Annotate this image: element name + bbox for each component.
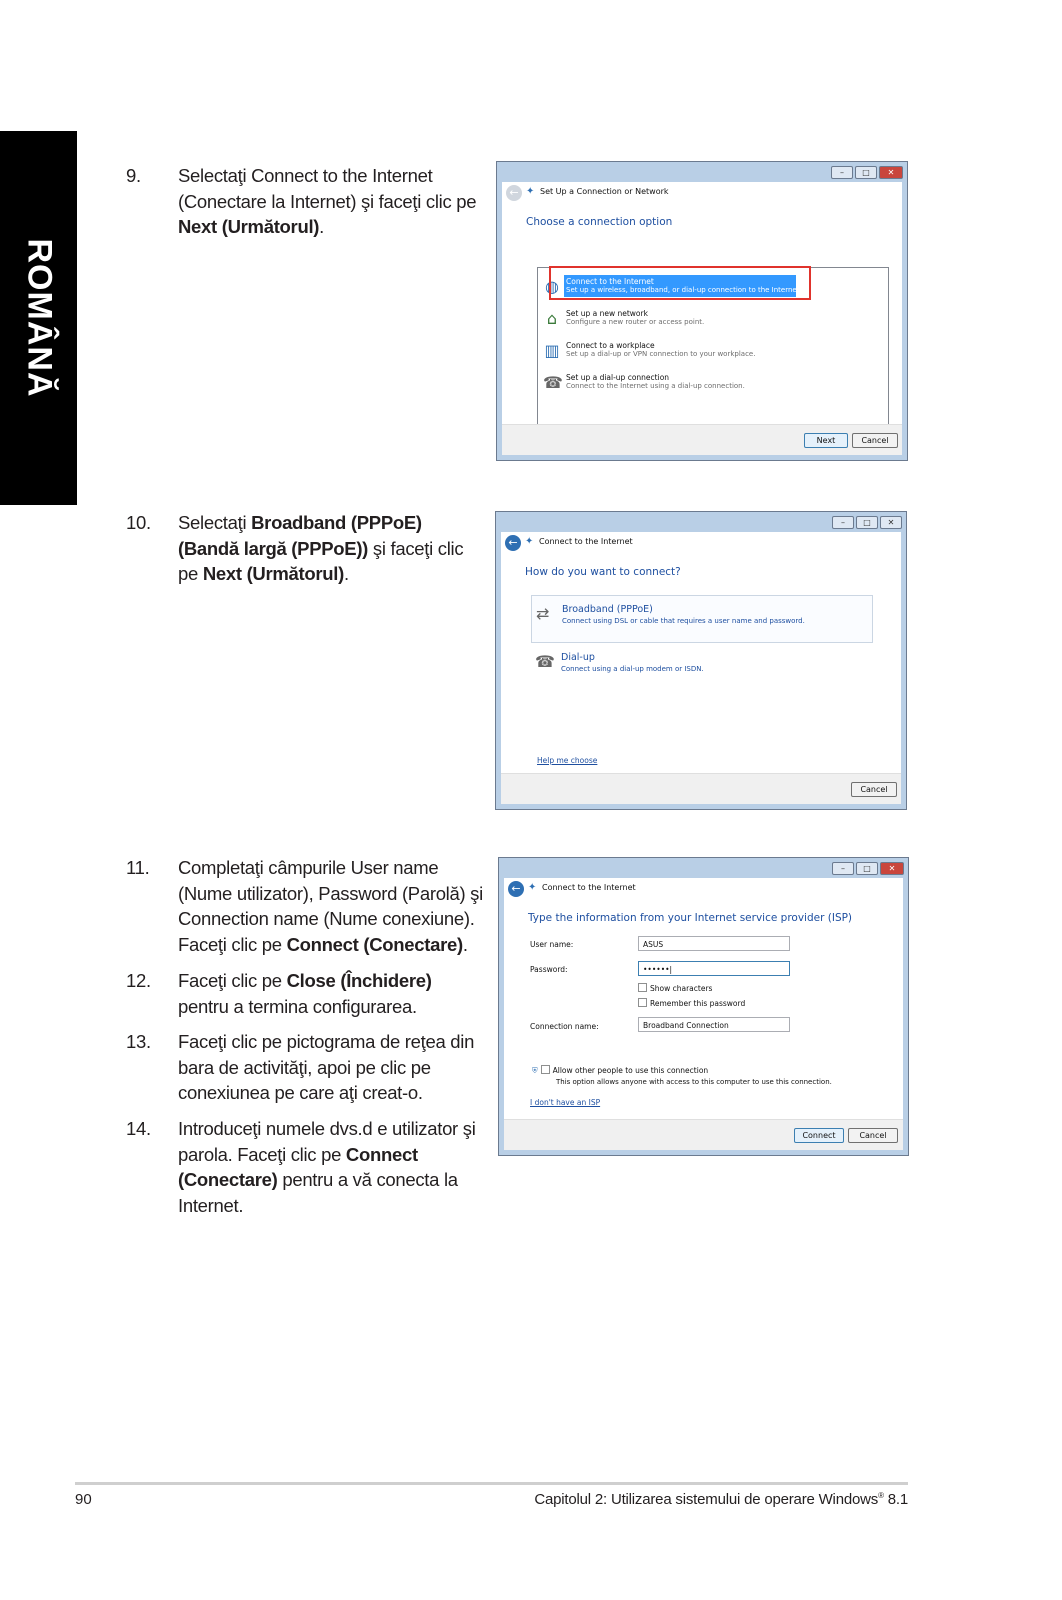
step-text-run: pentru a termina configurarea. <box>178 995 417 1017</box>
setup-connection-window <box>496 161 908 461</box>
network-icon: ✦ <box>526 186 535 197</box>
dialog-heading: Choose a connection option <box>526 216 673 228</box>
connection-name-input[interactable]: Broadband Connection <box>638 1017 790 1032</box>
step-text-run: . <box>462 933 468 955</box>
minimize-icon[interactable]: – <box>831 166 853 179</box>
chapter-title <box>534 1491 908 1508</box>
window-controls <box>832 516 902 529</box>
registered-mark: ® <box>878 1491 884 1500</box>
password-label: Password: <box>530 965 568 974</box>
user-name-label: User name: <box>530 940 574 949</box>
option-title: Broadband (PPPoE) <box>562 604 653 615</box>
dialog-footer <box>501 773 901 804</box>
step-bold-text: Next (Următorul) <box>178 216 320 237</box>
step-text-run: Faceţi clic pe pictograma de reţea din bara de activităţi, apoi pe clic pe conexiunea pe care aţi creat-o. <box>178 1031 475 1103</box>
step-text-run: . <box>344 563 349 584</box>
network-icon: ✦ <box>525 536 534 547</box>
step-number: 10. <box>126 512 151 533</box>
step-text-run: pentru a vă conecta la Internet. <box>178 1169 458 1216</box>
footer-rule <box>75 1482 908 1485</box>
step-text <box>178 855 486 957</box>
step-text-run: Faceţi clic pe <box>178 970 287 991</box>
close-icon[interactable]: ✕ <box>880 862 904 875</box>
step-number: 14. <box>126 1118 151 1139</box>
connect-button[interactable]: Connect <box>794 1128 844 1143</box>
option-title: Connect to the Internet <box>566 277 654 286</box>
show-characters-checkbox[interactable] <box>638 983 712 993</box>
language-label: ROMÂNĂ <box>20 238 58 398</box>
broadband-icon: ⇄ <box>536 604 550 623</box>
allow-others-checkbox[interactable] <box>532 1065 708 1076</box>
option-workplace[interactable] <box>540 338 886 364</box>
back-arrow-icon[interactable]: ← <box>508 881 524 897</box>
step-bold-text: Next (Următorul) <box>202 563 344 584</box>
connect-internet-window <box>495 511 907 810</box>
step-text-run: Selectaţi Connect to the Internet (Conectare la Internet) şi faceţi clic pe <box>178 165 477 212</box>
dialog-heading: How do you want to connect? <box>525 566 681 578</box>
checkbox-label: Allow other people to use this connection <box>552 1066 709 1075</box>
step-11 <box>126 855 486 957</box>
password-input[interactable]: ••••••| <box>638 961 790 976</box>
step-9 <box>126 163 486 240</box>
step-number: 11. <box>126 857 150 878</box>
step-10 <box>126 510 486 587</box>
step-text-run: Selectaţi <box>178 512 252 533</box>
window-client <box>504 878 903 1150</box>
shield-icon: ⛨ <box>532 1066 538 1075</box>
maximize-icon[interactable]: □ <box>856 516 878 529</box>
nav-bar <box>502 182 902 204</box>
window-titlebar <box>496 512 906 532</box>
back-arrow-icon[interactable]: ← <box>505 535 521 551</box>
option-dialup[interactable] <box>540 370 886 396</box>
close-icon[interactable]: ✕ <box>880 516 902 529</box>
step-bold-text: Connect (Conectare) <box>178 1143 418 1190</box>
step-text <box>178 1116 486 1218</box>
option-description: Set up a wireless, broadband, or dial-up connection to the Internet. <box>566 286 802 294</box>
window-controls <box>832 862 904 875</box>
step-14 <box>126 1116 486 1218</box>
option-description: Configure a new router or access point. <box>566 318 705 326</box>
next-button[interactable]: Next <box>804 433 848 448</box>
page-number: 90 <box>75 1491 92 1508</box>
back-arrow-icon[interactable]: ← <box>506 185 522 201</box>
step-text-run: Introduceţi numele dvs.d e utilizator şi parola. Faceţi clic pe <box>178 1118 476 1165</box>
cancel-button[interactable]: Cancel <box>852 433 898 448</box>
chapter-version: 8.1 <box>883 1491 908 1508</box>
option-new-network[interactable] <box>540 306 886 332</box>
isp-info-window <box>498 857 909 1156</box>
option-description: Connect to the Internet using a dial-up connection. <box>566 382 745 390</box>
globe-icon: ◍ <box>545 277 559 296</box>
connection-name-label: Connection name: <box>530 1022 599 1031</box>
allow-note: This option allows anyone with access to this computer to use this connection. <box>556 1078 832 1086</box>
option-description: Set up a dial-up or VPN connection to your workplace. <box>566 350 756 358</box>
nav-bar <box>501 532 901 554</box>
option-description: Connect using a dial-up modem or ISDN. <box>561 665 704 673</box>
window-controls <box>831 166 903 179</box>
dialog-footer <box>502 424 902 455</box>
phone-icon: ☎ <box>543 373 563 392</box>
step-number: 9. <box>126 165 141 186</box>
dialog-heading: Type the information from your Internet service provider (ISP) <box>528 912 853 924</box>
step-text-run: . <box>319 216 325 237</box>
step-12 <box>126 968 486 1019</box>
user-name-input[interactable]: ASUS <box>638 936 790 951</box>
step-text <box>178 163 486 240</box>
remember-password-checkbox[interactable] <box>638 998 745 1008</box>
nav-bar <box>504 878 903 900</box>
dialog-footer <box>504 1119 903 1150</box>
checkbox-icon <box>541 1065 550 1074</box>
router-icon: ⌂ <box>546 309 558 328</box>
red-highlight-box <box>549 266 811 300</box>
chapter-text: Capitolul 2: Utilizarea sistemului de operare Windows <box>534 1491 879 1508</box>
close-icon[interactable]: ✕ <box>879 166 903 179</box>
minimize-icon[interactable]: – <box>832 516 854 529</box>
checkbox-icon <box>638 998 647 1007</box>
help-me-choose-link[interactable]: Help me choose <box>537 756 598 765</box>
window-client <box>501 532 901 804</box>
minimize-icon[interactable]: – <box>832 862 854 875</box>
network-icon: ✦ <box>528 882 537 893</box>
step-text <box>178 510 486 587</box>
window-title: Set Up a Connection or Network <box>540 187 669 196</box>
step-text-run: Completaţi câmpurile User name (Nume utilizator), Password (Parolă) şi Connection name (Nume conexiune). Faceţi clic pe <box>178 857 483 955</box>
option-title: Set up a new network <box>566 309 648 318</box>
option-dialup[interactable] <box>531 644 873 690</box>
option-broadband[interactable] <box>531 595 873 643</box>
maximize-icon[interactable]: □ <box>855 166 877 179</box>
step-text <box>178 968 486 1019</box>
window-client <box>502 182 902 455</box>
language-side-tab <box>0 131 77 505</box>
workplace-icon: ▥ <box>544 341 560 360</box>
step-number: 13. <box>126 1031 151 1052</box>
cancel-button[interactable]: Cancel <box>851 782 897 797</box>
option-title: Connect to a workplace <box>566 341 655 350</box>
step-bold-text: Close (Închidere) <box>286 970 432 991</box>
step-number: 12. <box>126 970 151 991</box>
window-title: Connect to the Internet <box>542 883 636 892</box>
step-13 <box>126 1029 486 1106</box>
step-text-run: şi faceţi clic pe <box>178 537 464 584</box>
window-titlebar <box>499 858 908 878</box>
window-titlebar <box>497 162 907 182</box>
window-title: Connect to the Internet <box>539 537 633 546</box>
step-bold-text: Broadband (PPPoE) (Bandă largă (PPPoE)) <box>178 512 422 559</box>
option-title: Set up a dial-up connection <box>566 373 670 382</box>
checkbox-label: Remember this password <box>650 999 746 1008</box>
no-isp-link[interactable]: I don't have an ISP <box>530 1098 601 1107</box>
modem-icon: ☎ <box>535 652 555 671</box>
step-text <box>178 1029 486 1106</box>
cancel-button[interactable]: Cancel <box>848 1128 898 1143</box>
checkbox-label: Show characters <box>650 984 713 993</box>
option-description: Connect using DSL or cable that requires a user name and password. <box>562 617 805 625</box>
option-title: Dial-up <box>561 652 595 663</box>
step-bold-text: Connect (Conectare) <box>286 933 463 955</box>
maximize-icon[interactable]: □ <box>856 862 878 875</box>
checkbox-icon <box>638 983 647 992</box>
